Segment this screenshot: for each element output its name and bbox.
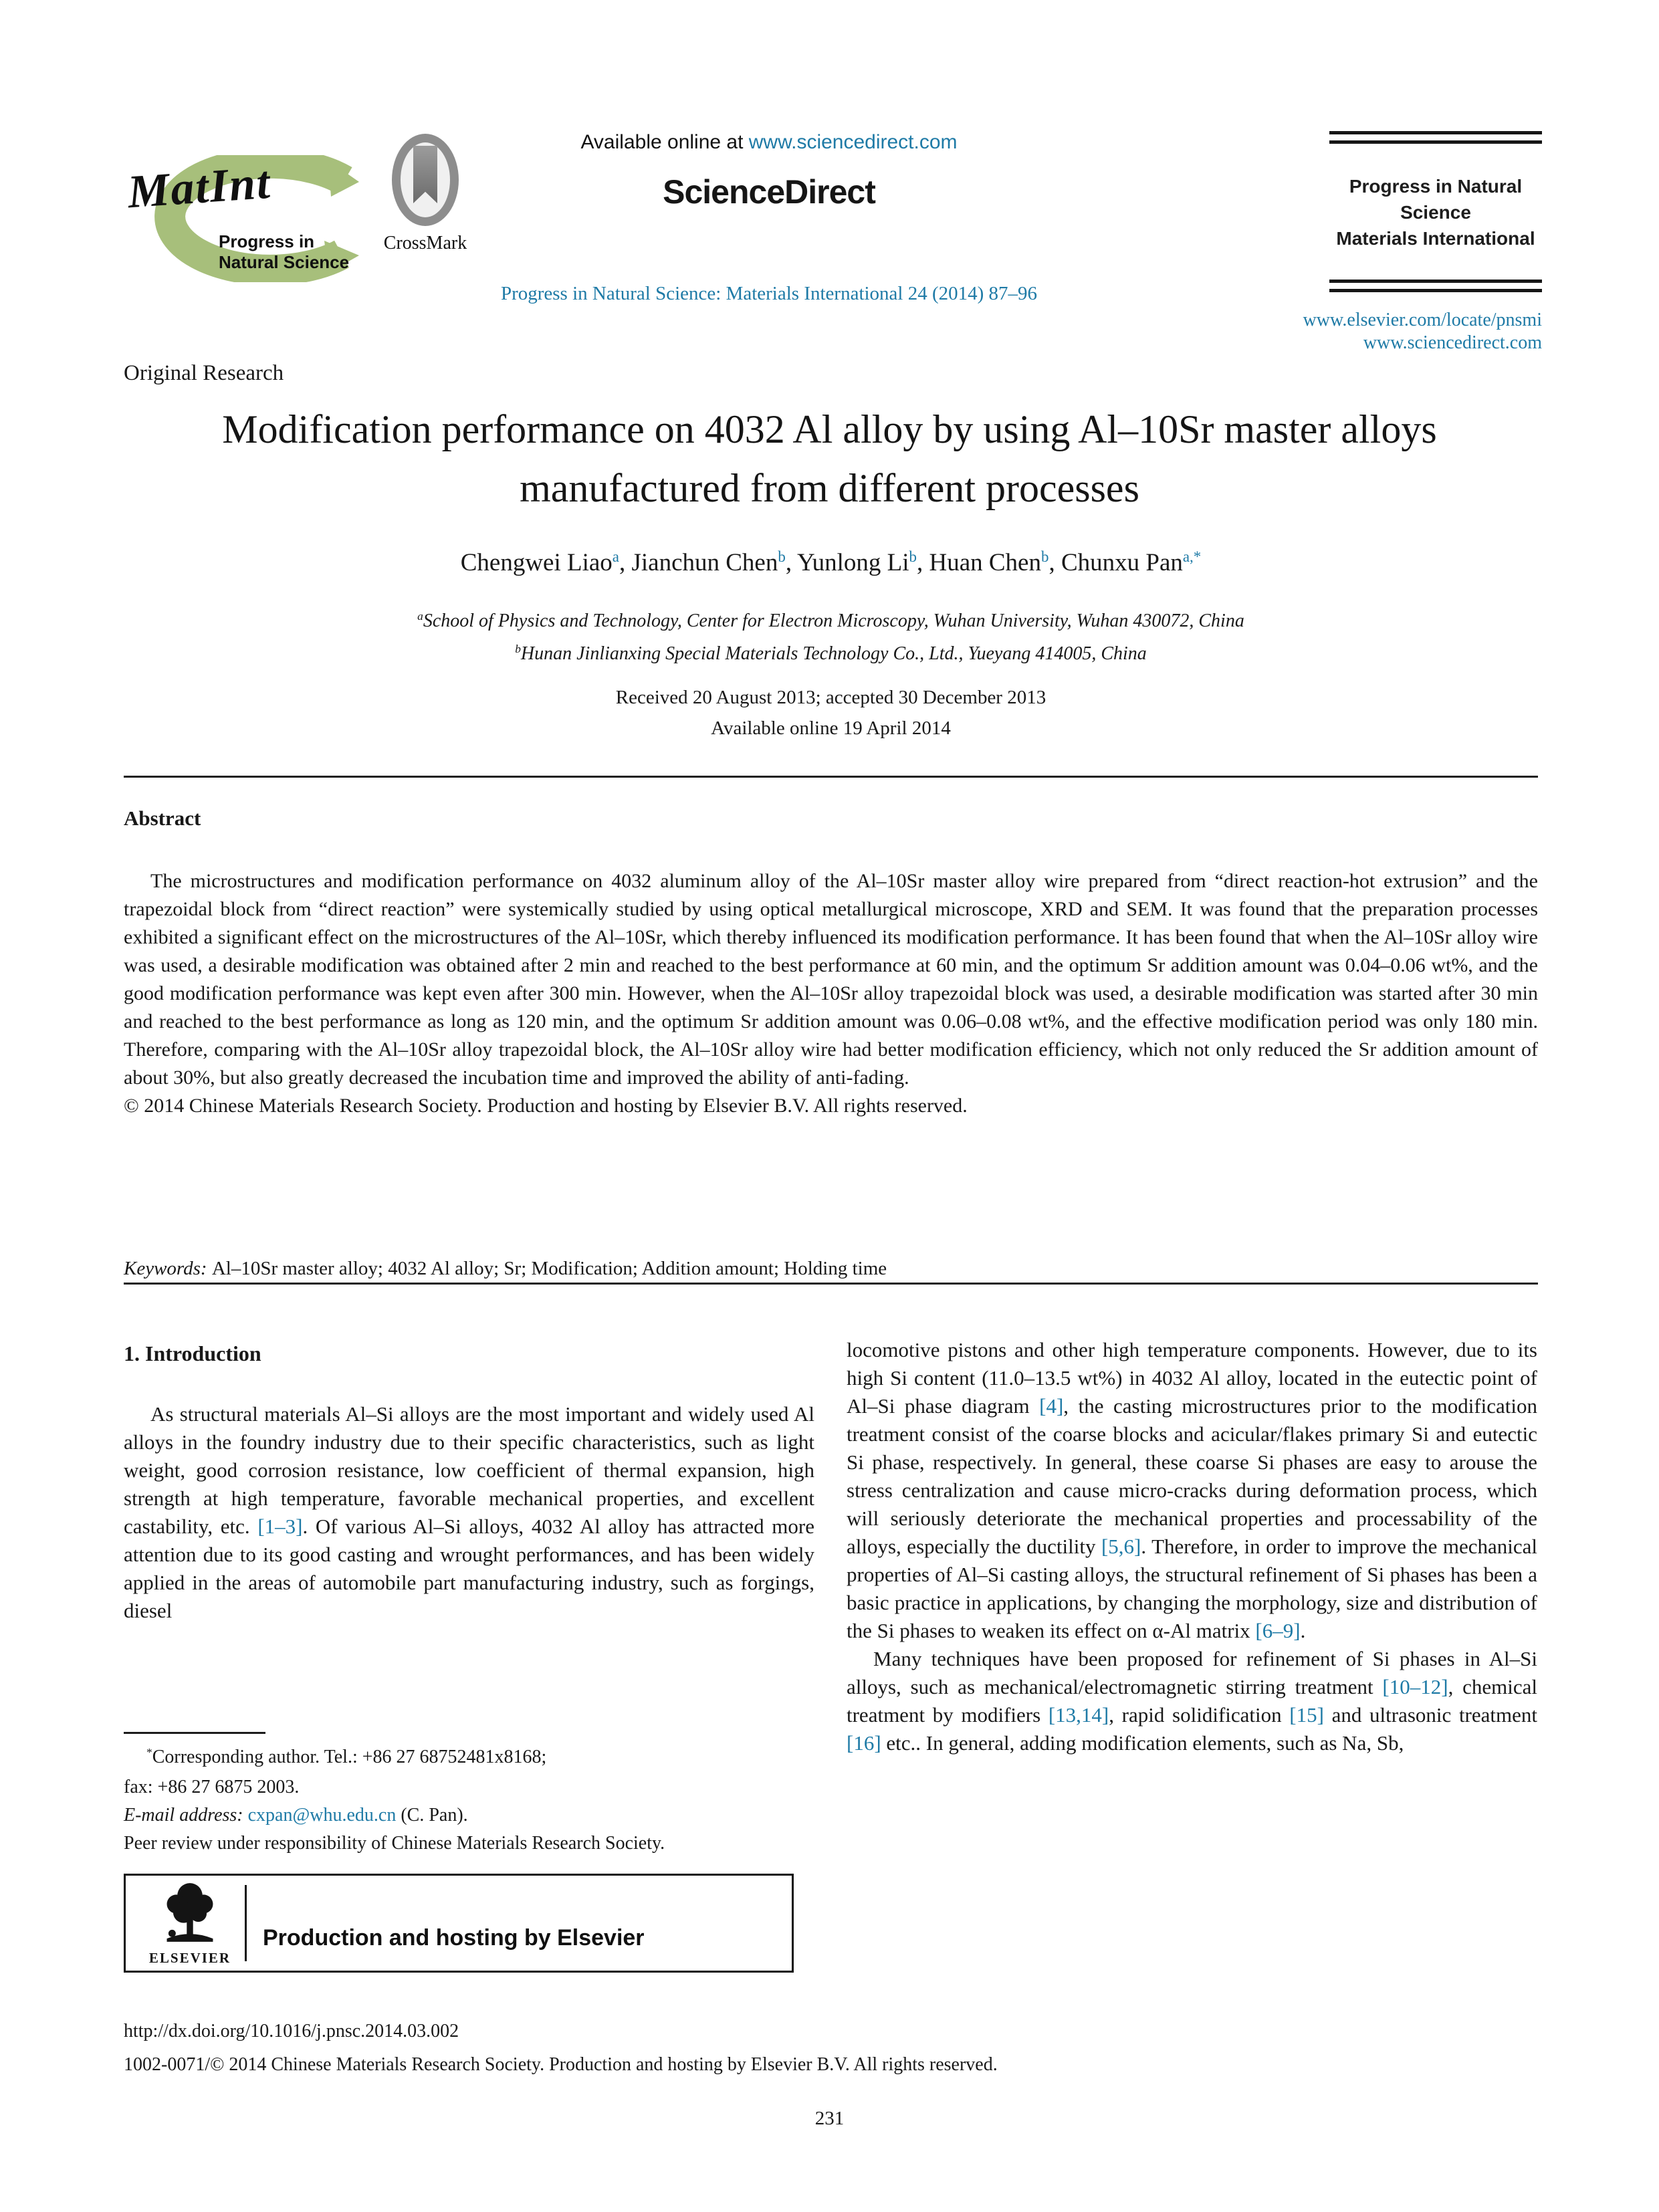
article-title: Modification performance on 4032 Al alloy by using Al–10Sr master alloys manufactured from different processes <box>222 407 1437 510</box>
text-segment: , Yunlong Li <box>785 549 909 576</box>
footnote-block <box>124 1732 814 1973</box>
received-dates: Received 20 August 2013; accepted 30 December 2013 <box>615 687 1046 708</box>
text-segment: , chemical treatment by modifiers <box>847 1675 1537 1727</box>
link-text[interactable]: [16] <box>847 1731 881 1755</box>
article-dates <box>124 682 1538 744</box>
doi-link[interactable]: http://dx.doi.org/10.1016/j.pnsc.2014.03.002 <box>124 2021 459 2041</box>
text-segment: a <box>612 548 619 566</box>
sciencedirect-link[interactable]: www.sciencedirect.com <box>1363 332 1542 353</box>
introduction-heading: 1. Introduction <box>124 1341 261 1365</box>
abstract-section <box>124 808 1538 1120</box>
text-segment: , rapid solidification <box>1109 1703 1290 1727</box>
text-segment: b <box>909 548 917 566</box>
text-segment: Chengwei Liao <box>460 549 613 576</box>
introduction-paragraph-left <box>124 1400 814 1625</box>
elsevier-box-divider <box>245 1885 247 1961</box>
introduction-paragraph-right-1 <box>847 1336 1537 1645</box>
keywords-line <box>124 1258 1538 1280</box>
matint-tagline-line2: Natural Science <box>219 252 350 272</box>
link-text[interactable]: [15] <box>1289 1703 1324 1727</box>
journal-masthead <box>1329 131 1542 292</box>
article-type-label: Original Research <box>124 361 284 385</box>
masthead-bottom-divider <box>1329 280 1542 292</box>
text-segment: School of Physics and Technology, Center for Electron Microscopy, Wuhan University, Wuhan 430072, China <box>423 611 1244 631</box>
email-line <box>124 1801 814 1830</box>
masthead-line2: Science <box>1400 202 1471 223</box>
masthead-line3: Materials International <box>1336 228 1535 249</box>
divider-above-abstract <box>124 776 1538 778</box>
matint-tagline <box>219 231 349 273</box>
text-segment: a,* <box>1182 548 1202 566</box>
text-segment: Available online at <box>580 131 749 153</box>
elsevier-logo <box>140 1881 239 1965</box>
text-segment: Keywords: <box>124 1258 212 1279</box>
text-segment: b <box>1040 548 1049 566</box>
text-segment: E-mail address: <box>124 1805 248 1826</box>
affiliations <box>124 606 1538 671</box>
link-text[interactable]: [6–9] <box>1255 1619 1301 1642</box>
available-online-date: Available online 19 April 2014 <box>711 717 951 739</box>
abstract-copyright: © 2014 Chinese Materials Research Society. Production and hosting by Elsevier B.V. All rights reserved. <box>124 1095 968 1117</box>
text-segment: , the casting microstructures prior to the modification treatment consist of the coarse blocks and acicular/flakes primary Si and eutectic Si phase, respectively. In general, these coarse Si phases are easy to arouse the stress centralization and cause micro-cracks during deformation process, which will seriously deteriorate the mechanical properties and processability of the alloys, especially the ductility <box>847 1394 1537 1558</box>
footnote-divider <box>124 1732 265 1734</box>
elsevier-locate-link[interactable]: www.elsevier.com/locate/pnsmi <box>1303 310 1542 330</box>
journal-links <box>1137 309 1542 354</box>
right-column <box>847 1317 1537 1973</box>
abstract-body: The microstructures and modification performance on 4032 aluminum alloy of the Al–10Sr master alloy wire prepared from “direct reaction-hot extrusion” and the trapezoidal block from “direct reaction” were systemically studied by using optical metallurgical microscope, XRD and SEM. It was found that the preparation processes exhibited a significant effect on the microstructures of the Al–10Sr, which thereby influenced its modification performance. It has been found that when the Al–10Sr alloy wire was used, a desirable modification was obtained after 2 min and reached to the best performance at 60 min, and the optimum Sr addition amount was 0.04–0.06 wt%, and the good modification performance was kept even after 300 min. However, when the Al–10Sr alloy trapezoidal block was used, a desirable modification was started after 30 min and reached to the best performance as long as 120 min, and the optimum Sr addition amount was 0.06–0.08 wt%, and the effective modification period was only 180 min. Therefore, comparing with the Al–10Sr alloy trapezoidal block, the Al–10Sr alloy wire had better modification efficiency, which not only reduced the Sr addition amount of about 30%, but also greatly decreased the incubation time and improved the ability of anti-fading. <box>124 870 1538 1089</box>
matint-wordmark: MatInt <box>126 156 273 219</box>
corresponding-author-note <box>124 1743 814 1801</box>
text-segment: b <box>515 643 521 656</box>
crossmark-label: CrossMark <box>383 233 467 253</box>
masthead-line1: Progress in Natural <box>1349 176 1523 197</box>
journal-citation: Progress in Natural Science: Materials International 24 (2014) 87–96 <box>500 283 1038 304</box>
affiliation-a <box>124 606 1538 639</box>
body-columns <box>124 1317 1538 1973</box>
text-segment: . Of various Al–Si alloys, 4032 Al alloy has attracted more attention due to its good casting and wrought performances, and has been widely applied in the areas of automobile part manufacturing industry, such as forgings, diesel <box>124 1515 815 1622</box>
text-segment: . Therefore, in order to improve the mechanical properties of Al–Si casting alloys, the structural refinement of Si phases has been a basic practice in applications, by changing the morphology, size and distribution of the Si phases to weaken its effect on α-Al matrix <box>847 1535 1537 1642</box>
link-text[interactable]: [1–3] <box>257 1515 303 1538</box>
elsevier-tree-icon <box>158 1881 222 1944</box>
hosting-statement: Production and hosting by Elsevier <box>263 1925 645 1951</box>
text-segment: etc.. In general, adding modification elements, such as Na, Sb, <box>881 1731 1404 1755</box>
text-segment: Corresponding author. Tel.: +86 27 68752481x8168; <box>152 1747 547 1767</box>
issn-copyright-line: 1002-0071/© 2014 Chinese Materials Research Society. Production and hosting by Elsevier B.V. All rights reserved. <box>124 2054 998 2075</box>
matint-tagline-line1: Progress in <box>219 231 315 251</box>
masthead-title <box>1329 173 1542 251</box>
link-text[interactable]: [5,6] <box>1101 1535 1141 1558</box>
link-text[interactable]: www.sciencedirect.com <box>748 131 958 153</box>
masthead-top-divider <box>1329 131 1542 144</box>
divider-below-keywords <box>124 1283 1538 1285</box>
text-segment: fax: +86 27 6875 2003. <box>124 1777 300 1797</box>
introduction-paragraph-right-2 <box>847 1645 1537 1757</box>
text-segment: a <box>417 610 423 623</box>
left-column <box>124 1317 814 1973</box>
text-segment: locomotive pistons and other high temperature components. However, due to its high Si content (11.0–13.5 wt%) in 4032 Al alloy, located in the eutectic point of Al–Si phase diagram <box>847 1338 1537 1418</box>
elsevier-hosting-box <box>124 1874 794 1973</box>
page-number: 231 <box>814 2108 845 2129</box>
affiliation-b <box>124 639 1538 671</box>
text-segment: Al–10Sr master alloy; 4032 Al alloy; Sr; Modification; Addition amount; Holding time <box>211 1258 887 1279</box>
elsevier-wordmark: ELSEVIER <box>148 1950 231 1966</box>
abstract-heading: Abstract <box>124 806 201 830</box>
text-segment: As structural materials Al–Si alloys are the most important and widely used Al alloys in the foundry industry due to their specific characteristics, such as light weight, good corrosion resistance, low coefficient of thermal expansion, high strength at high temperature, favorable mechanical properties, and excellent castability, etc. <box>124 1402 814 1538</box>
link-text[interactable]: [13,14] <box>1048 1703 1109 1727</box>
text-segment: (C. Pan). <box>396 1805 468 1826</box>
author-list <box>124 548 1538 577</box>
link-text[interactable]: [4] <box>1039 1394 1064 1418</box>
text-segment: Hunan Jinlianxing Special Materials Technology Co., Ltd., Yueyang 414005, China <box>520 643 1147 664</box>
text-segment: Many techniques have been proposed for refinement of Si phases in Al–Si alloys, such as mechanical/electromagnetic stirring treatment <box>847 1647 1537 1698</box>
text-segment: . <box>1300 1619 1306 1642</box>
peer-review-note: Peer review under responsibility of Chinese Materials Research Society. <box>124 1833 665 1854</box>
text-segment: b <box>778 548 786 566</box>
text-segment: * <box>146 1746 152 1759</box>
available-online-line <box>201 131 1337 153</box>
text-segment: , Chunxu Pan <box>1048 549 1183 576</box>
text-segment: and ultrasonic treatment <box>1323 1703 1537 1727</box>
text-segment: , Jianchun Chen <box>619 549 778 576</box>
text-segment: , Huan Chen <box>916 549 1041 576</box>
sciencedirect-logo: ScienceDirect <box>663 173 875 211</box>
link-text[interactable]: [10–12] <box>1382 1675 1448 1698</box>
link-text[interactable]: cxpan@whu.edu.cn <box>247 1805 397 1826</box>
